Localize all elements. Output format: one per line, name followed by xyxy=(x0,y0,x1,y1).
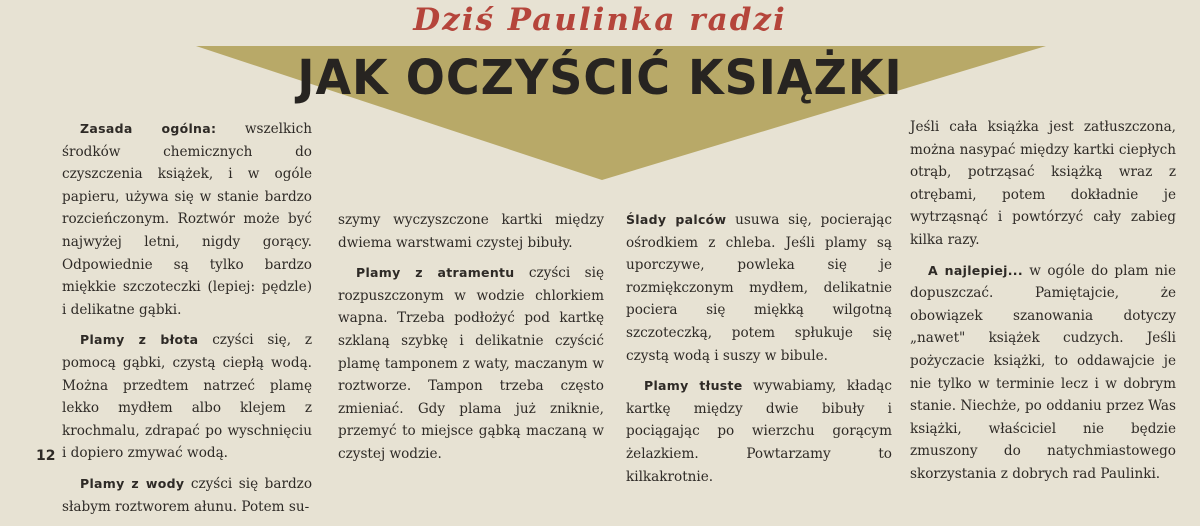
paragraph-text: usuwa się, pocierając ośrodkiem z chleba. Jeśli plamy są uporczywe, powleka się je rozmiękczonym mydłem, delikatnie pociera się miękką wilgotną szczoteczką, potem spłukuje się czystą wodą i suszy w bibule. xyxy=(626,212,893,364)
paragraph xyxy=(626,209,892,367)
paragraph-text: czyści się bardzo słabym roztworem ałunu. Potem su- xyxy=(62,475,313,515)
article-column-2 xyxy=(338,209,604,474)
article-column-1 xyxy=(62,118,312,526)
headline: JAK OCZYŚCIĆ KSIĄŻKI xyxy=(297,48,903,106)
paragraph-lead: Zasada ogólna: xyxy=(80,121,217,136)
paragraph-text: Jeśli cała książka jest zatłuszczona, można nasypać między kartki ciepłych otrąb, potrząsać książką wraz z otrębami, potem dokładnie je wytrząsnąć i powtórzyć cały zabieg kilka razy. xyxy=(910,119,1176,248)
paragraph-text: szymy wyczyszczone kartki między dwiema warstwami czystej bibuły. xyxy=(338,212,604,251)
paragraph xyxy=(62,473,312,518)
paragraph xyxy=(910,116,1176,252)
paragraph-lead: Plamy z wody xyxy=(80,475,185,491)
paragraph-text: wszelkich środków chemicznych do czyszczenia książek, i w ogóle papieru, używa się w stanie bardzo rozcieńczonym. Roztwór może być najwyżej letni, nigdy gorący. Odpowiednie są tylko bardzo miękkie szczoteczki (lepiej: pędzle) i delikatne gąbki. xyxy=(62,121,312,318)
paragraph-text: czyści się rozpuszczonym w wodzie chlorkiem wapna. Trzeba podłożyć pod kartkę szklaną szybkę i delikatnie czyścić plamę tamponem z waty, maczanym w roztworze. Tampon trzeba często zmieniać. Gdy plama już zniknie, przemyć to miejsce gąbką maczaną w czystej wodzie. xyxy=(338,265,605,462)
article-column-4 xyxy=(910,116,1176,494)
paragraph xyxy=(62,329,312,465)
paragraph xyxy=(338,209,604,254)
article-column-3 xyxy=(626,209,892,496)
paragraph-lead: Plamy z błota xyxy=(80,332,199,348)
paragraph xyxy=(338,262,604,465)
paragraph-lead: Plamy z atramentu xyxy=(356,265,515,281)
paragraph-lead: Plamy tłuste xyxy=(644,378,743,394)
paragraph xyxy=(910,260,1176,486)
paragraph-text: czyści się, z pomocą gąbki, czystą ciepłą wodą. Można przedtem natrzeć plamę lekko mydłem albo klejem z krochmalu, zdrapać po wyschnięciu i dopiero zmywać wodą. xyxy=(62,332,312,462)
paragraph xyxy=(62,118,312,321)
paragraph xyxy=(626,375,892,488)
paragraph-lead: Ślady palców xyxy=(626,212,727,227)
paragraph-lead: A najlepiej... xyxy=(928,262,1023,278)
page-number: 12 xyxy=(36,448,56,464)
kicker-title: Dziś Paulinka radzi xyxy=(413,2,787,38)
paragraph-text: wywabiamy, kładąc kartkę między dwie bibuły i pociągając po wierzchu gorącym żelazkiem. Powtarzamy to kilkakrotnie. xyxy=(626,378,892,485)
paragraph-text: w ogóle do plam nie dopuszczać. Pamiętajcie, że obowiązek szanowania dotyczy „nawet" książek cudzych. Jeśli pożyczacie książki, to oddawajcie je nie tylko w terminie lecz i w dobrym stanie. Niechże, po oddaniu przez Was książki, właściciel nie będzie zmuszony do natychmiastowego skorzystania z dobrych rad Paulinki. xyxy=(910,262,1177,482)
